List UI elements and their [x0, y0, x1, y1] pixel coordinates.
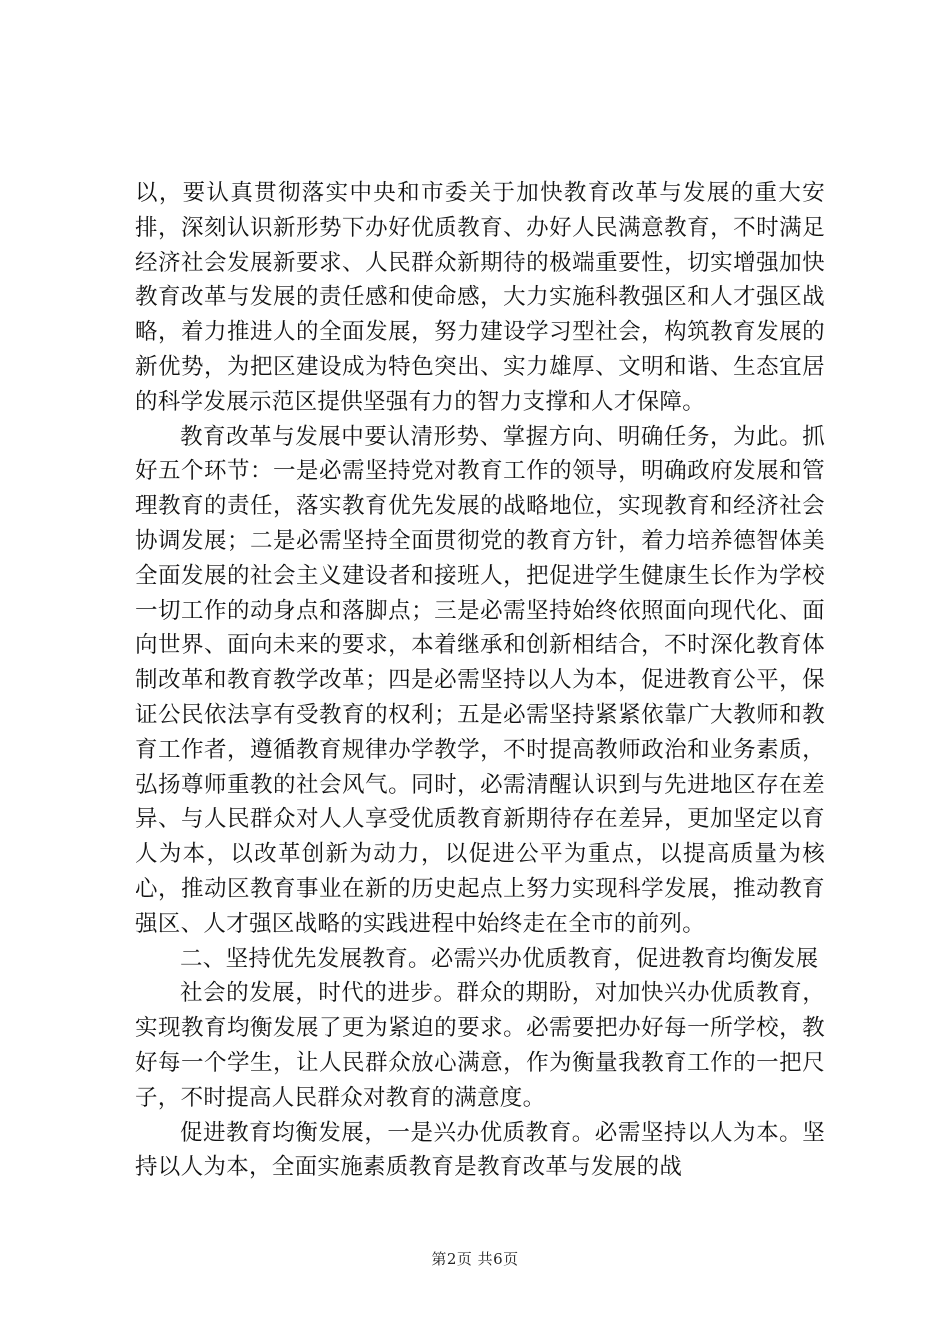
paragraph-balanced-development: 促进教育均衡发展，一是兴办优质教育。必需坚持以人为本。坚持以人为本，全面实施素质教育是教育改革与发展的战 [135, 1119, 825, 1181]
paragraph-continuation: 以，要认真贯彻落实中央和市委关于加快教育改革与发展的重大安排，深刻认识新形势下办好优质教育、办好人民满意教育，不时满足经济社会发展新要求、人民群众新期待的极端重要性，切实增强加快教育改革与发展的责任感和使命感，大力实施科教强区和人才强区战略，着力推进人的全面发展，努力建设学习型社会，构筑教育发展的新优势，为把区建设成为特色突出、实力雄厚、文明和谐、生态宜居的科学发展示范区提供坚强有力的智力支撑和人才保障。 [135, 180, 825, 415]
paragraph-five-links: 教育改革与发展中要认清形势、掌握方向、明确任务，为此。抓好五个环节：一是必需坚持党对教育工作的领导，明确政府发展和管理教育的责任，落实教育优先发展的战略地位，实现教育和经济社会协调发展；二是必需坚持全面贯彻党的教育方针，着力培养德智体美全面发展的社会主义建设者和接班人，把促进学生健康生长作为学校一切工作的动身点和落脚点；三是必需坚持始终依照面向现代化、面向世界、面向未来的要求，本着继承和创新相结合，不时深化教育体制改革和教育教学改革；四是必需坚持以人为本，促进教育公平，保证公民依法享有受教育的权利；五是必需坚持紧紧依靠广大教师和教育工作者，遵循教育规律办学教学，不时提高教师政治和业务素质，弘扬尊师重教的社会风气。同时，必需清醒认识到与先进地区存在差异、与人民群众对人人享受优质教育新期待存在差异，更加坚定以育人为本，以改革创新为动力，以促进公平为重点，以提高质量为核心，推动区教育事业在新的历史起点上努力实现科学发展，推动教育强区、人才强区战略的实践进程中始终走在全市的前列。 [135, 423, 825, 937]
paragraph-social-development: 社会的发展，时代的进步。群众的期盼，对加快兴办优质教育，实现教育均衡发展了更为紧迫的要求。必需要把办好每一所学校，教好每一个学生，让人民群众放心满意，作为衡量我教育工作的一把尺子，不时提高人民群众对教育的满意度。 [135, 980, 825, 1111]
page-number-footer: 第2页 共6页 [431, 1250, 519, 1268]
section-heading: 二、坚持优先发展教育。必需兴办优质教育，促进教育均衡发展 [180, 945, 819, 972]
document-body [135, 176, 825, 1185]
